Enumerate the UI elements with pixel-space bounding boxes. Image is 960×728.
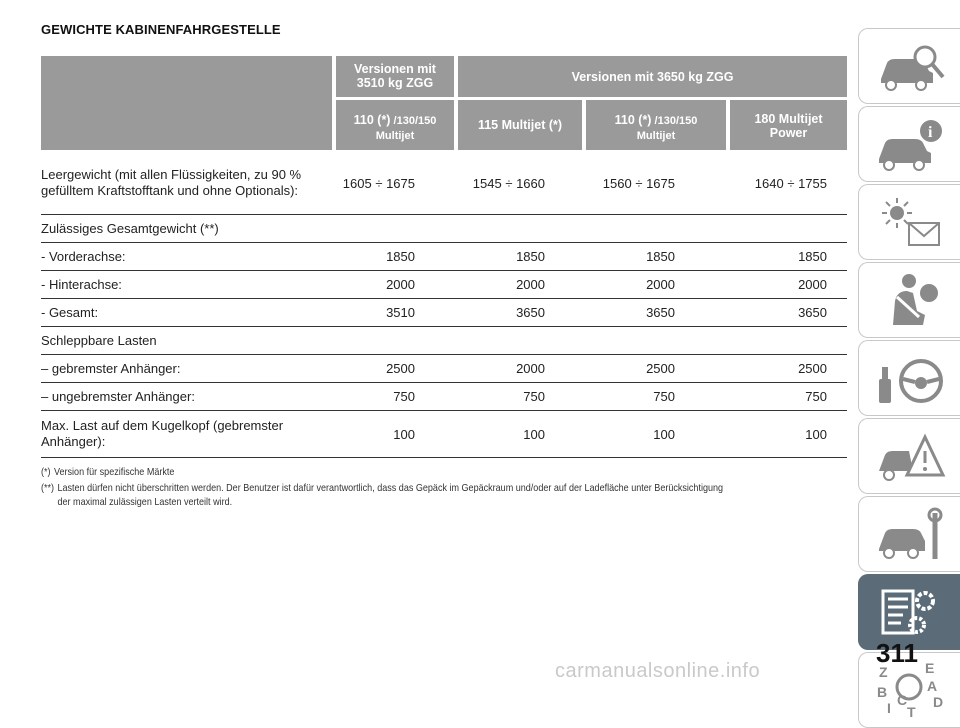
row-value: 100 (805, 426, 827, 442)
header-col-3-sub: Multijet (636, 130, 676, 142)
chapter-tab-car-info[interactable] (858, 106, 960, 182)
header-col-3-main: 110 (*) (614, 113, 652, 127)
header-col-2-main: 115 Multijet (*) (477, 118, 563, 132)
row-value: 3650 (798, 305, 827, 320)
car-breakdown-icon (873, 427, 949, 487)
row-label: Leergewicht (mit allen Flüssigkeiten, zu 90 % gefülltem Kraftstofftank und ohne Optionals): (41, 167, 302, 198)
row-value: 2000 (386, 277, 415, 292)
header-group-3510-line2: 3510 kg ZGG (356, 76, 434, 90)
header-col-1 (336, 100, 454, 150)
footnote-mark: (**) (41, 482, 55, 494)
row-label: - Vorderachse: (41, 248, 126, 264)
header-group-3510-line1: Versionen mit (354, 62, 436, 76)
row-value: 1560 ÷ 1675 (602, 175, 675, 191)
header-col-2 (458, 100, 582, 150)
car-search-icon (873, 37, 949, 97)
table-row (41, 215, 847, 243)
technical-data-icon (873, 583, 949, 643)
row-value: 750 (653, 389, 675, 404)
footnote (41, 465, 729, 479)
index-letter: B (877, 684, 888, 700)
table-row (41, 327, 847, 355)
chapter-tab-maintenance[interactable] (858, 496, 960, 572)
row-value: 750 (805, 389, 827, 404)
chapter-tab-warning-lights[interactable] (858, 184, 960, 260)
footnote-text: Version für spezifische Märkte (53, 466, 175, 478)
row-value: 2000 (516, 361, 545, 376)
car-tools-icon (873, 505, 949, 565)
header-col-4-sub: Power (769, 126, 808, 140)
row-value: 1605 ÷ 1675 (342, 175, 415, 191)
row-label: Max. Last auf dem Kugelkopf (gebremster Anhänger): (41, 418, 284, 449)
row-value: 750 (393, 389, 415, 404)
row-label: - Gesamt: (41, 304, 99, 320)
svg-text:i: i (928, 124, 933, 141)
watermark: carmanualsonline.info (555, 660, 761, 682)
table-row (41, 355, 847, 383)
section-title: GEWICHTE KABINENFAHRGESTELLE (41, 22, 281, 37)
header-group-3510 (336, 56, 454, 97)
alphabetical-index-icon (873, 661, 949, 721)
row-value: 2500 (798, 361, 827, 376)
row-value: 2500 (386, 361, 415, 376)
row-label: – ungebremster Anhänger: (41, 388, 195, 404)
warning-lights-icon (873, 193, 949, 253)
row-value: 1640 ÷ 1755 (754, 175, 827, 191)
page-number: 311 (876, 638, 918, 668)
row-value: 750 (523, 389, 545, 404)
header-col-4 (730, 100, 847, 150)
chapter-tab-breakdown[interactable] (858, 418, 960, 494)
header-blank-cell (41, 56, 332, 150)
row-value: 100 (393, 426, 415, 442)
weights-table-body (41, 152, 847, 458)
row-value: 2500 (646, 361, 675, 376)
row-label: - Hinterachse: (41, 276, 122, 292)
row-value: 1850 (646, 249, 675, 264)
chapter-tab-airbag-seat[interactable] (858, 262, 960, 338)
row-value: 2000 (516, 277, 545, 292)
row-value: 1850 (798, 249, 827, 264)
header-col-4-main: 180 Multijet (754, 112, 823, 126)
header-col-1-sub: Multijet (375, 130, 415, 142)
airbag-seat-icon (873, 271, 949, 331)
row-value: 3650 (516, 305, 545, 320)
index-letter: Z (879, 664, 888, 680)
row-value: 100 (653, 426, 675, 442)
header-col-1-suffix: /130/150 (390, 115, 437, 127)
footnote (41, 481, 729, 509)
row-label: Schleppbare Lasten (41, 332, 157, 348)
row-value: 2000 (798, 277, 827, 292)
row-label: Zulässiges Gesamtgewicht (**) (41, 220, 219, 236)
chapter-tab-car-search[interactable] (858, 28, 960, 104)
footnote-text: Lasten dürfen nicht überschritten werden. Der Benutzer ist dafür verantwortlich, dass das Gepäck im Gepäckraum und/oder auf der Ladefläche unter Berücksichtigung der maximal zulässigen Lasten verteilt wird. (57, 482, 724, 508)
car-info-icon (873, 115, 949, 175)
index-letter: E (925, 661, 935, 676)
header-col-1-main: 110 (*) (353, 113, 391, 127)
index-letter: D (933, 694, 944, 710)
row-value: 3510 (386, 305, 415, 320)
footnotes (41, 465, 729, 509)
row-value: 1545 ÷ 1660 (472, 175, 545, 191)
header-group-3650 (458, 56, 847, 97)
index-letter: I (887, 700, 891, 716)
table-row (41, 383, 847, 411)
header-col-3 (586, 100, 726, 150)
row-value: 3650 (646, 305, 675, 320)
steering-wheel-key-icon (873, 349, 949, 409)
row-value: 1850 (516, 249, 545, 264)
table-row (41, 152, 847, 215)
row-value: 100 (523, 426, 545, 442)
row-value: 2000 (646, 277, 675, 292)
table-row (41, 243, 847, 271)
index-letter: C (897, 692, 908, 708)
row-label: – gebremster Anhänger: (41, 360, 181, 376)
row-value: 1850 (386, 249, 415, 264)
table-row (41, 411, 847, 458)
index-letter: A (927, 678, 938, 694)
chapter-tab-steering-wheel[interactable] (858, 340, 960, 416)
index-letter: T (907, 704, 916, 720)
footnote-mark: (*) (41, 466, 51, 478)
table-row (41, 271, 847, 299)
header-group-3650-label: Versionen mit 3650 kg ZGG (571, 70, 734, 84)
header-col-3-suffix: /130/150 (651, 115, 698, 127)
table-row (41, 299, 847, 327)
